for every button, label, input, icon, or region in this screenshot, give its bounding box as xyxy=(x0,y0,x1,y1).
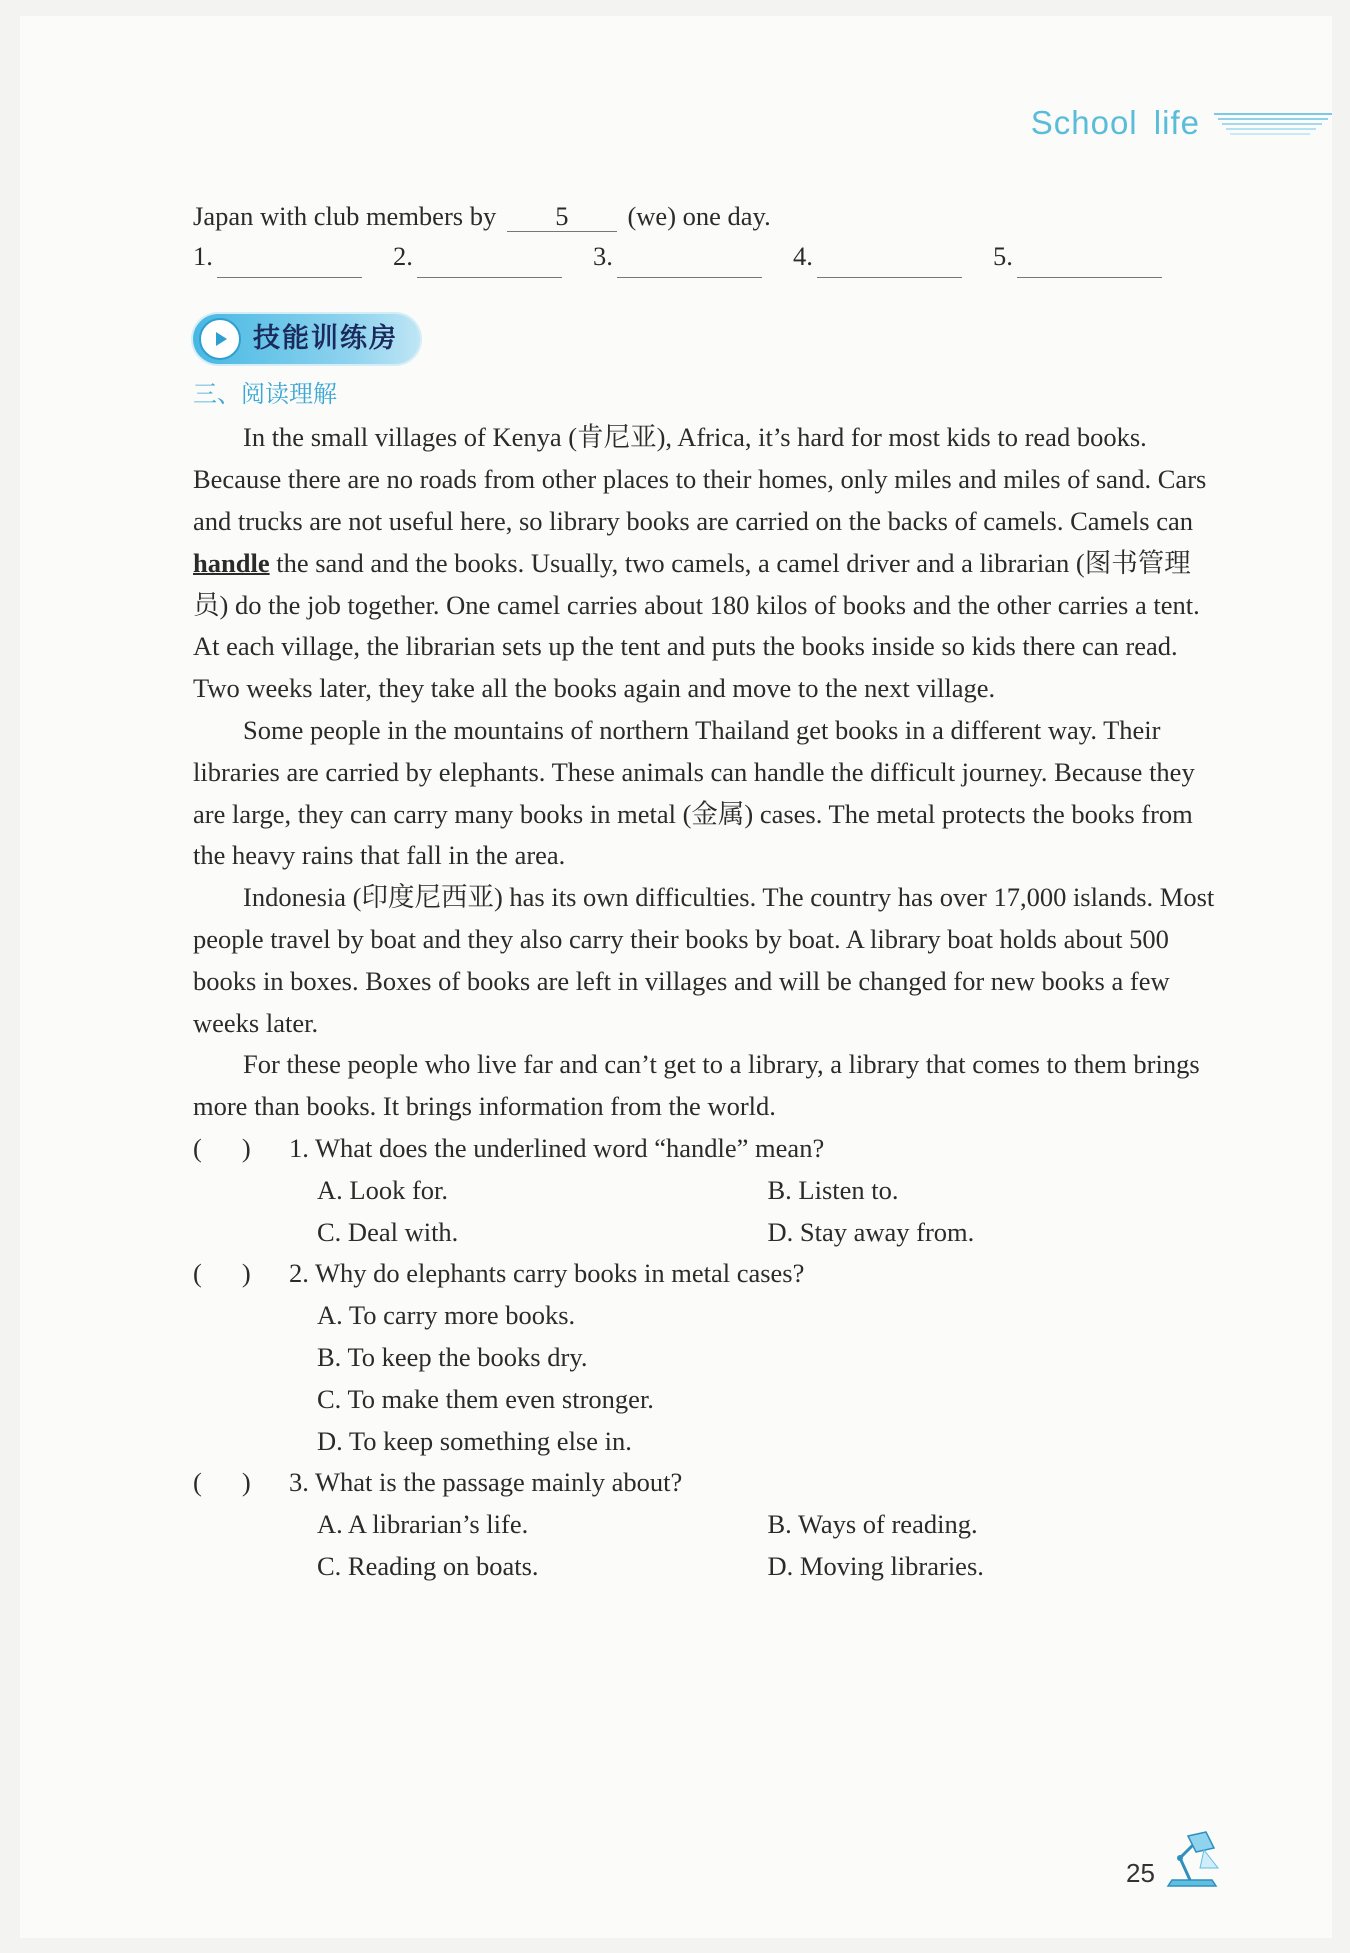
header-title: School life xyxy=(1030,104,1200,141)
option-c[interactable]: C. Deal with. xyxy=(317,1216,459,1247)
option-a[interactable]: A. To carry more books. xyxy=(317,1300,576,1331)
section-subheading: 三、阅读理解 xyxy=(193,379,337,408)
passage-paragraph-4: For these people who live far and can’t get to a library, a library that comes to them brings more than books. It brings information from the world. xyxy=(193,1049,1200,1122)
question-1-options xyxy=(317,1170,1218,1254)
banner-title: 技能训练房 xyxy=(253,322,398,354)
workbook-page xyxy=(20,16,1332,1938)
option-c[interactable]: C. Reading on boats. xyxy=(317,1550,539,1581)
answer-blanks xyxy=(193,236,1218,278)
question-1 xyxy=(193,1128,1218,1170)
passage-paragraph-3: Indonesia (印度尼西亚) has its own difficulties. The country has over 17,000 islands. Most people travel by boat and they also carry their books by boat. A library boat holds about 500 books in boxes. Boxes of books are left in villages and will be changed for new books a few weeks later. xyxy=(193,882,1215,1038)
option-b[interactable]: B. To keep the books dry. xyxy=(317,1341,588,1372)
question-2 xyxy=(193,1253,1218,1295)
question-stem: 2. Why do elephants carry books in metal cases? xyxy=(289,1258,805,1289)
option-d[interactable]: D. Moving libraries. xyxy=(767,1550,984,1581)
carryover-sentence: Japan with club members by 5 (we) one day. xyxy=(193,201,771,231)
answer-blank-2[interactable]: 2. xyxy=(393,236,593,278)
option-c[interactable]: C. To make them even stronger. xyxy=(317,1383,654,1414)
passage-paragraph-1: In the small villages of Kenya (肯尼亚), Africa, it’s hard for most kids to read books. Because there are no roads from other places to their homes, only miles and miles of sand. Cars and trucks are not useful here, so library books are carried on the backs of camels. Camels can handle the sand and the books. Usually, two camels, a camel driver and a librarian (图书管理员) do the job together. One camel carries about 180 kilos of books and the other carries a tent. At each village, the librarian sets up the tent and puts the books inside so kids there can read. Two weeks later, they take all the books again and move to the next village. xyxy=(193,422,1207,704)
inline-blank-5[interactable]: 5 xyxy=(507,201,617,232)
desk-lamp-icon xyxy=(1160,1828,1224,1890)
question-stem: 3. What is the passage mainly about? xyxy=(289,1467,683,1498)
answer-blank-1[interactable]: 1. xyxy=(193,236,393,278)
option-b[interactable]: B. Listen to. xyxy=(767,1174,899,1205)
question-3 xyxy=(193,1462,1218,1504)
running-header xyxy=(1031,104,1332,142)
option-a[interactable]: A. A librarian’s life. xyxy=(317,1509,529,1540)
answer-paren-3[interactable]: ( ) xyxy=(193,1467,251,1498)
question-stem: 1. What does the underlined word “handle” mean? xyxy=(289,1132,825,1163)
option-d[interactable]: D. To keep something else in. xyxy=(317,1425,632,1456)
question-3-options xyxy=(317,1504,1218,1588)
passage-paragraph-2: Some people in the mountains of northern Thailand get books in a different way. Their libraries are carried by elephants. These animals can handle the difficult journey. Because they are large, they can carry many books in metal (金属) cases. The metal protects the books from the heavy rains that fall in the area. xyxy=(193,714,1195,871)
page-content xyxy=(193,196,1218,1588)
answer-blank-5[interactable]: 5. xyxy=(993,236,1193,278)
play-icon xyxy=(199,318,241,360)
answer-blank-3[interactable]: 3. xyxy=(593,236,793,278)
header-stripes-decoration xyxy=(1214,110,1332,136)
answer-paren-1[interactable]: ( ) xyxy=(193,1132,251,1163)
answer-blank-4[interactable]: 4. xyxy=(793,236,993,278)
option-a[interactable]: A. Look for. xyxy=(317,1174,449,1205)
question-2-options xyxy=(317,1295,1218,1462)
page-number: 25 xyxy=(1126,1858,1155,1888)
section-banner xyxy=(193,314,420,364)
answer-paren-2[interactable]: ( ) xyxy=(193,1258,251,1289)
option-b[interactable]: B. Ways of reading. xyxy=(767,1509,978,1540)
underlined-word-handle: handle xyxy=(193,547,270,578)
option-d[interactable]: D. Stay away from. xyxy=(767,1216,975,1247)
